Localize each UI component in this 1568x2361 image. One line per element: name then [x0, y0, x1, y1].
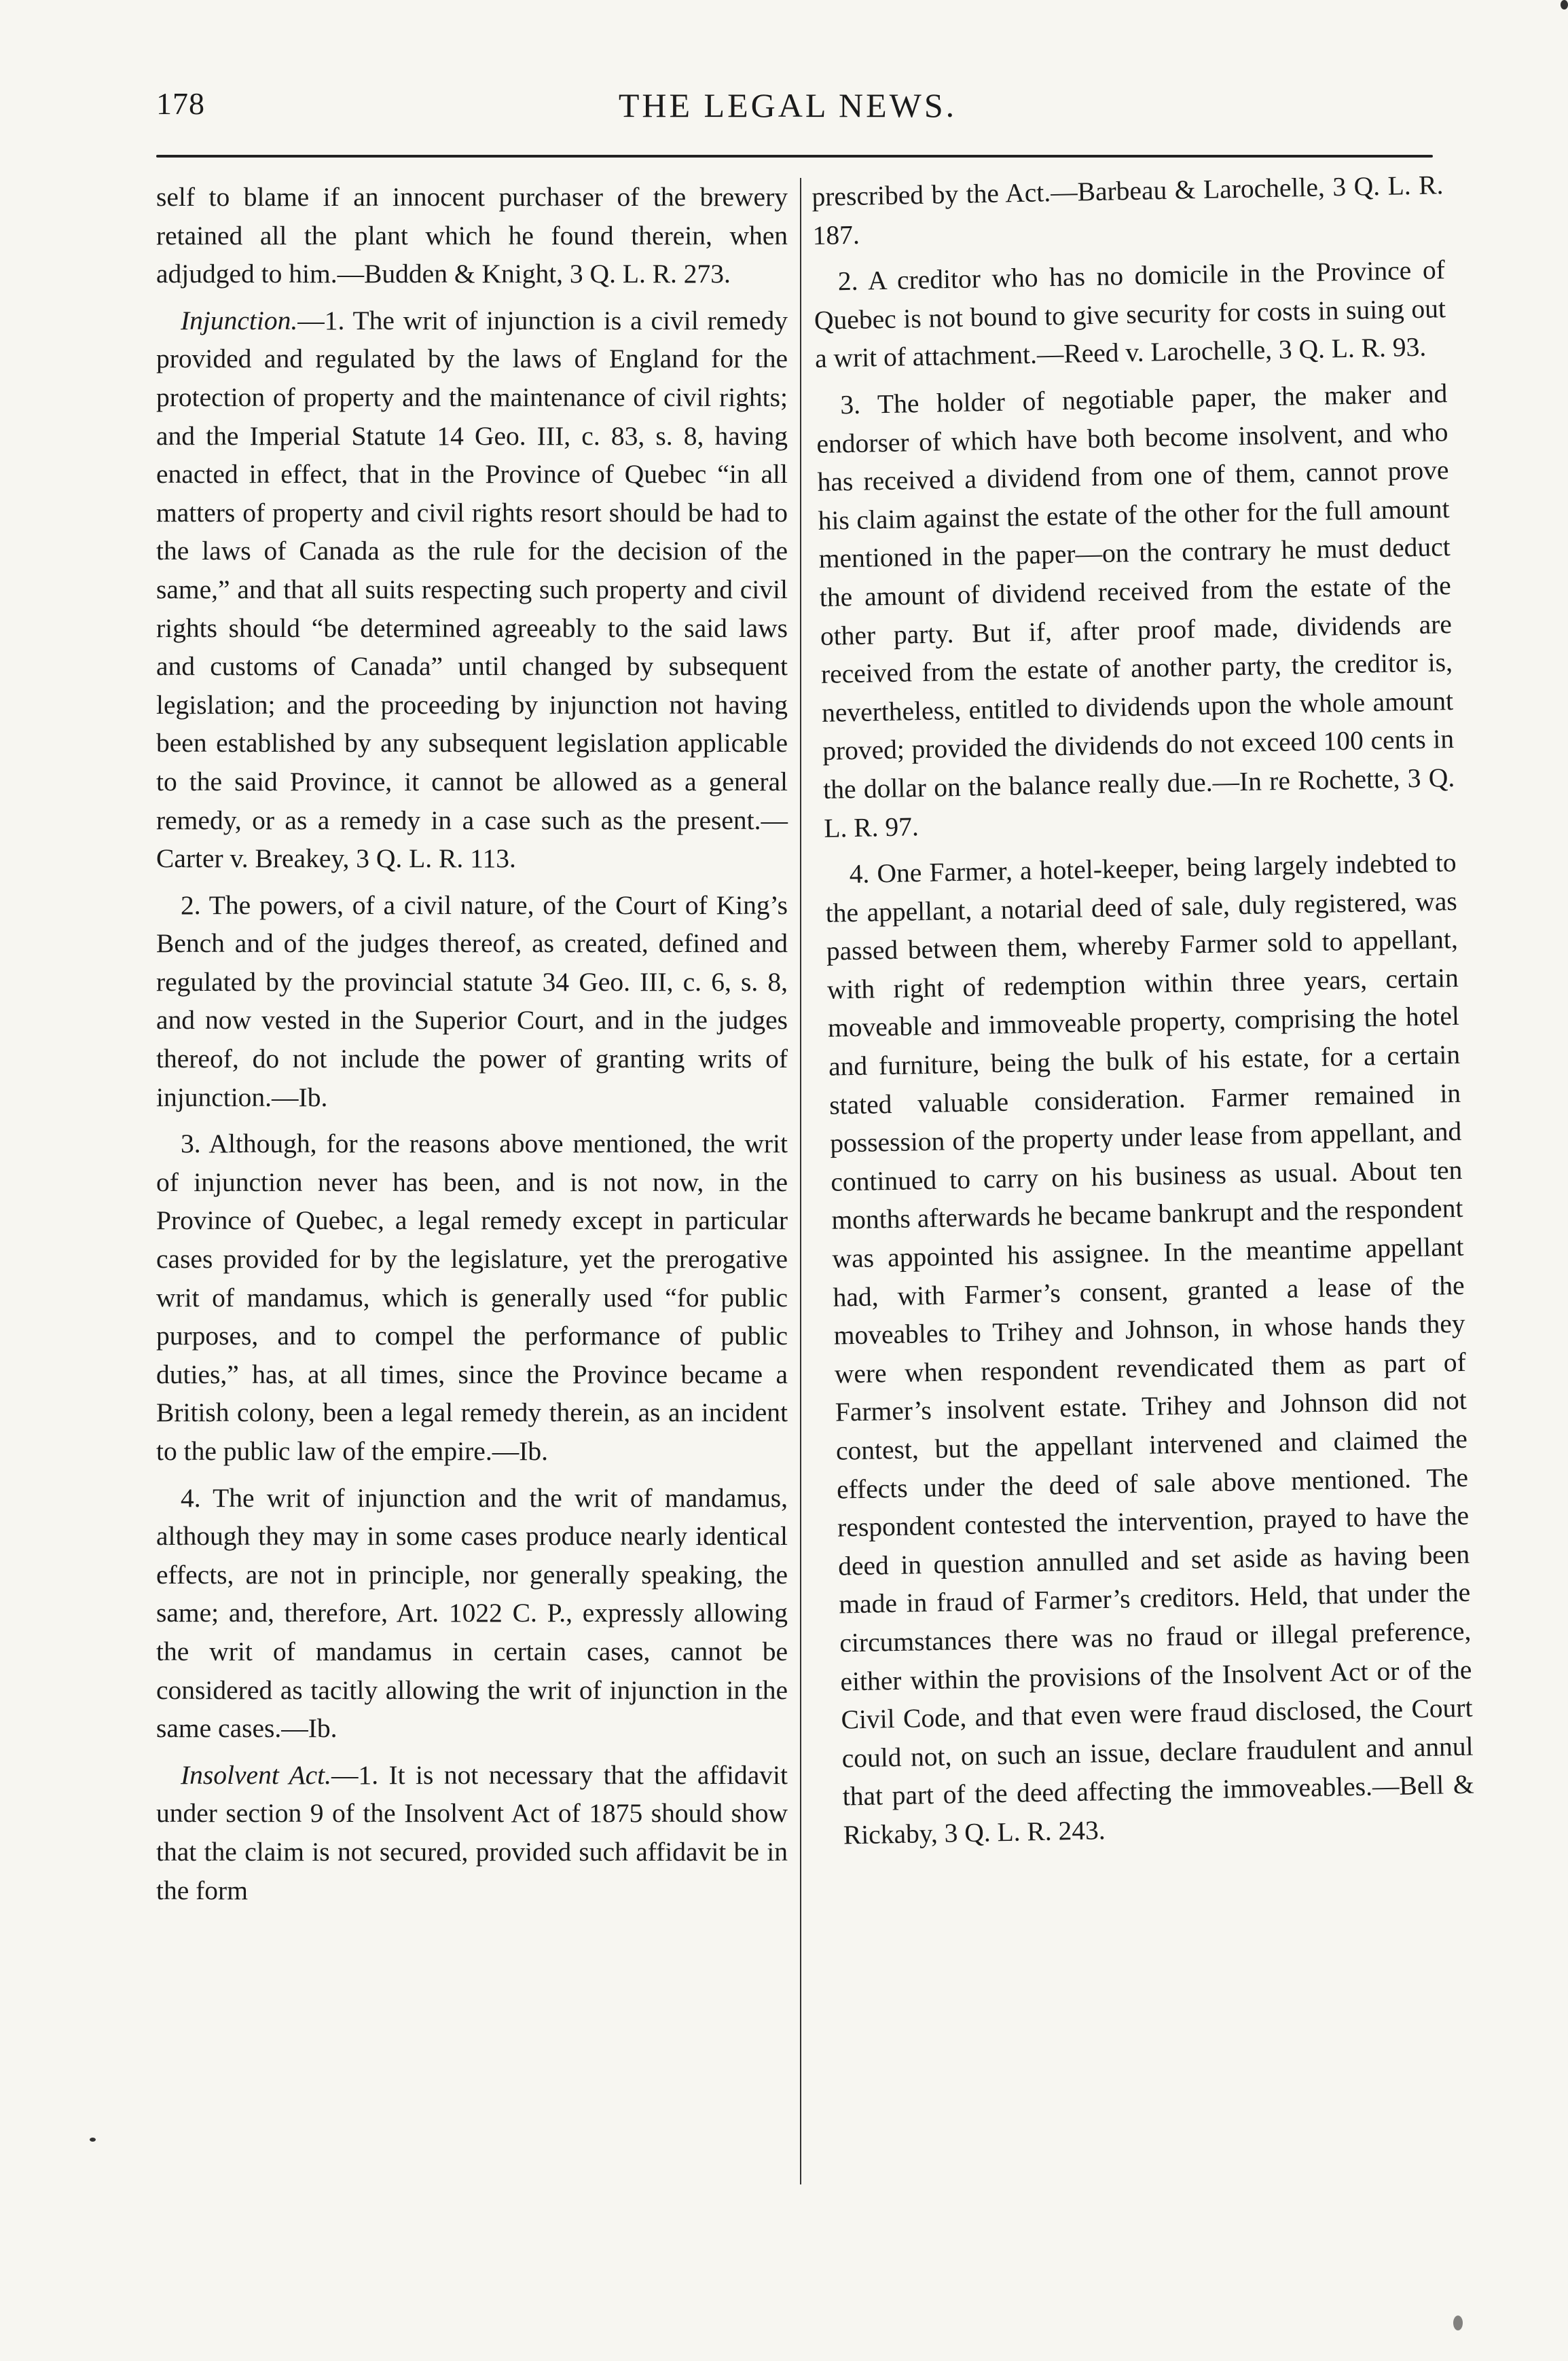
paragraph: 4. One Farmer, a hotel-keeper, being largely indebted to the appellant, a notarial deed of sale, duly registered, was passed between them, whereby Farmer sold to appellant, with right of redemption within three years, certain moveable and immoveable property, comprising the hotel and furniture, being the bulk of his estate, for a certain stated valuable consideration. Farmer remained in possession of the property under lease from appellant, and continued to carry on his business as usual. About ten months afterwards he became bankrupt and the respondent was appointed his assignee. In the meantime appellant had, with Farmer’s consent, granted a lease of the moveables to Trihey and Johnson, in whose hands they were when respondent revendicated them as part of Farmer’s insolvent estate. Trihey and Johnson did not contest, but the appellant intervened and claimed the effects under the deed of sale above mentioned. The respondent contested the intervention, prayed to have the deed in question annulled and set aside as having been made in fraud of Farmer’s creditors. Held, that under the circumstances there was no fraud or illegal preference, either within the provisions of the Insolvent Act or of the Civil Code, and that even were fraud disclosed, the Court could not, on such an issue, declare fraudulent and annul that part of the deed affecting the immoveables.—Bell & Rickaby, 3 Q. L. R. 243. — [825, 847, 1475, 1850]
ink-speck — [90, 2138, 96, 2142]
left-column — [156, 178, 788, 1918]
column-divider — [800, 178, 801, 2184]
running-title: THE LEGAL NEWS. — [618, 86, 958, 124]
header-rule — [156, 155, 1433, 158]
paragraph: 4. The writ of injunction and the writ of mandamus, although they may in some cases produce nearly identical effects, are not in principle, nor generally speaking, the same; and, therefore, Art. 1022 C. P., expressly allowing the writ of mandamus in certain cases, cannot be considered as tacitly allowing the writ of injunction in the same cases.—Ib. — [156, 1482, 788, 1744]
paragraph: 2. The powers, of a civil nature, of the Court of King’s Bench and of the judges thereof, as created, defined and regulated by the provincial statute 34 Geo. III, c. 6, s. 8, and now vested in the Superior Court, and in the judges thereof, do not include the power of granting writs of injunction.—Ib. — [156, 890, 788, 1112]
paragraph — [156, 1756, 788, 1909]
ink-speck — [1561, 0, 1568, 10]
section-heading: Insolvent Act. — [181, 1759, 331, 1790]
paragraph — [156, 301, 788, 878]
page-number: 178 — [156, 86, 205, 121]
paragraph-text: —1. The writ of injunction is a civil remedy provided and regulated by the laws of England for the protection of property and the maintenance of civil rights; and the Imperial Statute 14 Geo. III, c. 83, s. 8, having enacted in effect, that in the Province of Quebec “in all matters of property and civil rights resort should be had to the laws of Canada as the rule for the decision of the same,” and that all suits respecting such property and civil rights should “be determined agreeably to the said laws and customs of Canada” until changed by subsequent legislation; and the proceeding by injunction not having been established by any subsequent legislation applicable to the said Province, it cannot be allowed as a general remedy, or as a remedy in a case such as the present.—Carter v. Breakey, 3 Q. L. R. 113. — [156, 305, 788, 874]
paragraph: self to blame if an innocent purchaser of the brewery retained all the plant which he found therein, when adjudged to him.—Budden & Knight, 3 Q. L. R. 273. — [156, 182, 788, 289]
paragraph: prescribed by the Act.—Barbeau & Larochelle, 3 Q. L. R. 187. — [812, 170, 1444, 251]
section-heading: Injunction. — [181, 305, 298, 335]
paragraph: 3. Although, for the reasons above mentioned, the writ of injunction never has been, and is not now, in the Province of Quebec, a legal remedy except in particular cases provided for by the legislature, yet the prerogative writ of mandamus, which is generally used “for public purposes, and to compel the performance of public duties,” has, at all times, since the Province became a British colony, been a legal remedy therein, as an incident to the public law of the empire.—Ib. — [156, 1129, 788, 1466]
paragraph-text: —1. It is not necessary that the affidavit under section 9 of the Insolvent Act of 1875 should show that the claim is not secured, provided such affidavit be in the form — [156, 1759, 788, 1905]
paragraph: 3. The holder of negotiable paper, the maker and endorser of which have both become insolvent, and who has received a dividend from one of them, cannot prove his claim against the estate of the other for the full amount mentioned in the paper—on the contrary he must deduct the amount of dividend received from the estate of the other party. But if, after proof made, dividends are received from the estate of another party, the creditor is, nevertheless, entitled to dividends upon the whole amount proved; provided the dividends do not exceed 100 cents in the dollar on the balance really due.—In re Rochette, 3 Q. L. R. 97. — [816, 378, 1455, 843]
paragraph: 2. A creditor who has no domicile in the Province of Quebec is not bound to give security for costs in suing out a writ of attachment.—Reed v. Larochelle, 3 Q. L. R. 93. — [814, 255, 1446, 374]
ink-speck — [1453, 2316, 1463, 2330]
right-column — [812, 166, 1475, 1863]
page-header — [156, 81, 1419, 136]
